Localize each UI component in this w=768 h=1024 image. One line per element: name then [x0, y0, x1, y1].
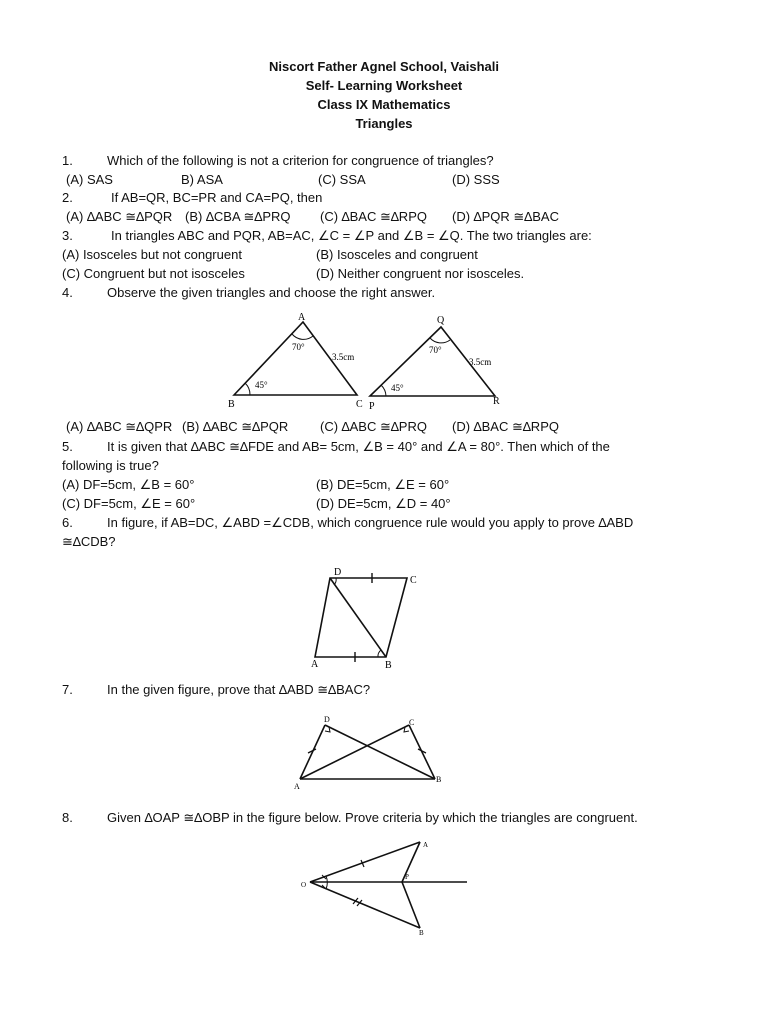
angle-label: 70°	[429, 345, 442, 355]
label-a: A	[294, 782, 300, 791]
question-number: 6.	[62, 515, 73, 530]
class-title: Class IX Mathematics	[317, 97, 451, 112]
label-c: C	[410, 575, 417, 586]
label-b: B	[419, 929, 424, 937]
question-text: In triangles ABC and PQR, AB=AC, ∠C = ∠P and ∠B = ∠Q. The two triangles are:	[111, 228, 592, 243]
diagonal-db	[330, 578, 386, 657]
option-d: (D) SSS	[452, 172, 500, 187]
topic-title: Triangles	[355, 116, 413, 131]
angle-label: 45°	[255, 380, 268, 390]
option-c: (C) Congruent but not isosceles	[62, 266, 245, 281]
label-c: C	[356, 399, 363, 410]
question-text: Given ∆OAP ≅∆OBP in the figure below. Prove criteria by which the triangles are congruent.	[107, 810, 638, 825]
label-a: A	[298, 312, 306, 323]
q6-parallelogram-figure	[300, 560, 440, 672]
option-c: (C) DF=5cm, ∠E = 60°	[62, 496, 196, 511]
label-b: B	[228, 399, 235, 410]
angle-label: 70°	[292, 342, 305, 352]
angle-label: 45°	[391, 383, 404, 393]
label-d: D	[324, 715, 330, 724]
option-c: (C) ∆BAC ≅∆RPQ	[320, 209, 427, 224]
option-a: (A) Isosceles but not congruent	[62, 247, 242, 262]
option-b: (B) Isosceles and congruent	[316, 247, 478, 262]
label-r: R	[493, 396, 500, 407]
question-number: 2.	[62, 190, 73, 205]
q4-triangles-figure	[225, 308, 525, 418]
question-text: If AB=QR, BC=PR and CA=PQ, then	[111, 190, 323, 205]
option-b: B) ASA	[181, 172, 223, 187]
question-number: 5.	[62, 439, 73, 454]
q7-crossed-triangles-figure	[288, 708, 448, 794]
option-a: (A) SAS	[66, 172, 113, 187]
worksheet-title: Self- Learning Worksheet	[305, 78, 463, 93]
label-c: C	[409, 718, 415, 727]
option-b: (B) DE=5cm, ∠E = 60°	[316, 477, 450, 492]
label-p: P	[405, 873, 409, 881]
label-b: B	[385, 660, 392, 671]
option-b: (B) ∆ABC ≅∆PQR	[182, 419, 289, 434]
question-number: 3.	[62, 228, 73, 243]
side-label: 3.5cm	[469, 357, 492, 367]
question-text: Which of the following is not a criterion for congruence of triangles?	[107, 153, 494, 168]
school-name: Niscort Father Agnel School, Vaishali	[269, 59, 499, 74]
label-d: D	[334, 567, 342, 578]
option-d: (D) ∆BAC ≅∆RPQ	[452, 419, 559, 434]
question-text: In figure, if AB=DC, ∠ABD =∠CDB, which congruence rule would you apply to prove ∆ABD	[107, 515, 634, 530]
option-a: (A) ∆ABC ≅∆PQR	[66, 209, 173, 224]
option-c: (C) ∆ABC ≅∆PRQ	[320, 419, 427, 434]
option-a: (A) ∆ABC ≅∆QPR	[66, 419, 173, 434]
option-a: (A) DF=5cm, ∠B = 60°	[62, 477, 195, 492]
question-text: Observe the given triangles and choose the right answer.	[107, 285, 436, 300]
question-number: 1.	[62, 153, 73, 168]
question-number: 8.	[62, 810, 73, 825]
question-number: 4.	[62, 285, 73, 300]
q8-kite-figure	[295, 834, 475, 944]
label-p: P	[369, 401, 375, 412]
label-q: Q	[437, 315, 445, 326]
side-label: 3.5cm	[332, 352, 355, 362]
question-text: It is given that ∆ABC ≅∆FDE and AB= 5cm, ∠B = 40° and ∠A = 80°. Then which of the	[107, 439, 610, 454]
option-d: (D) ∆PQR ≅∆BAC	[452, 209, 559, 224]
option-d: (D) DE=5cm, ∠D = 40°	[316, 496, 451, 511]
option-b: (B) ∆CBA ≅∆PRQ	[185, 209, 291, 224]
label-b: B	[436, 775, 442, 784]
question-text: In the given figure, prove that ∆ABD ≅∆BAC?	[107, 682, 371, 697]
label-o: O	[301, 881, 307, 889]
option-d: (D) Neither congruent nor isosceles.	[316, 266, 525, 281]
question-number: 7.	[62, 682, 73, 697]
question-text-continued: following is true?	[62, 458, 159, 473]
question-text-continued: ≅∆CDB?	[62, 534, 116, 549]
label-a: A	[423, 841, 429, 849]
option-c: (C) SSA	[318, 172, 366, 187]
label-a: A	[311, 659, 319, 670]
parallelogram-abcd	[315, 578, 407, 657]
